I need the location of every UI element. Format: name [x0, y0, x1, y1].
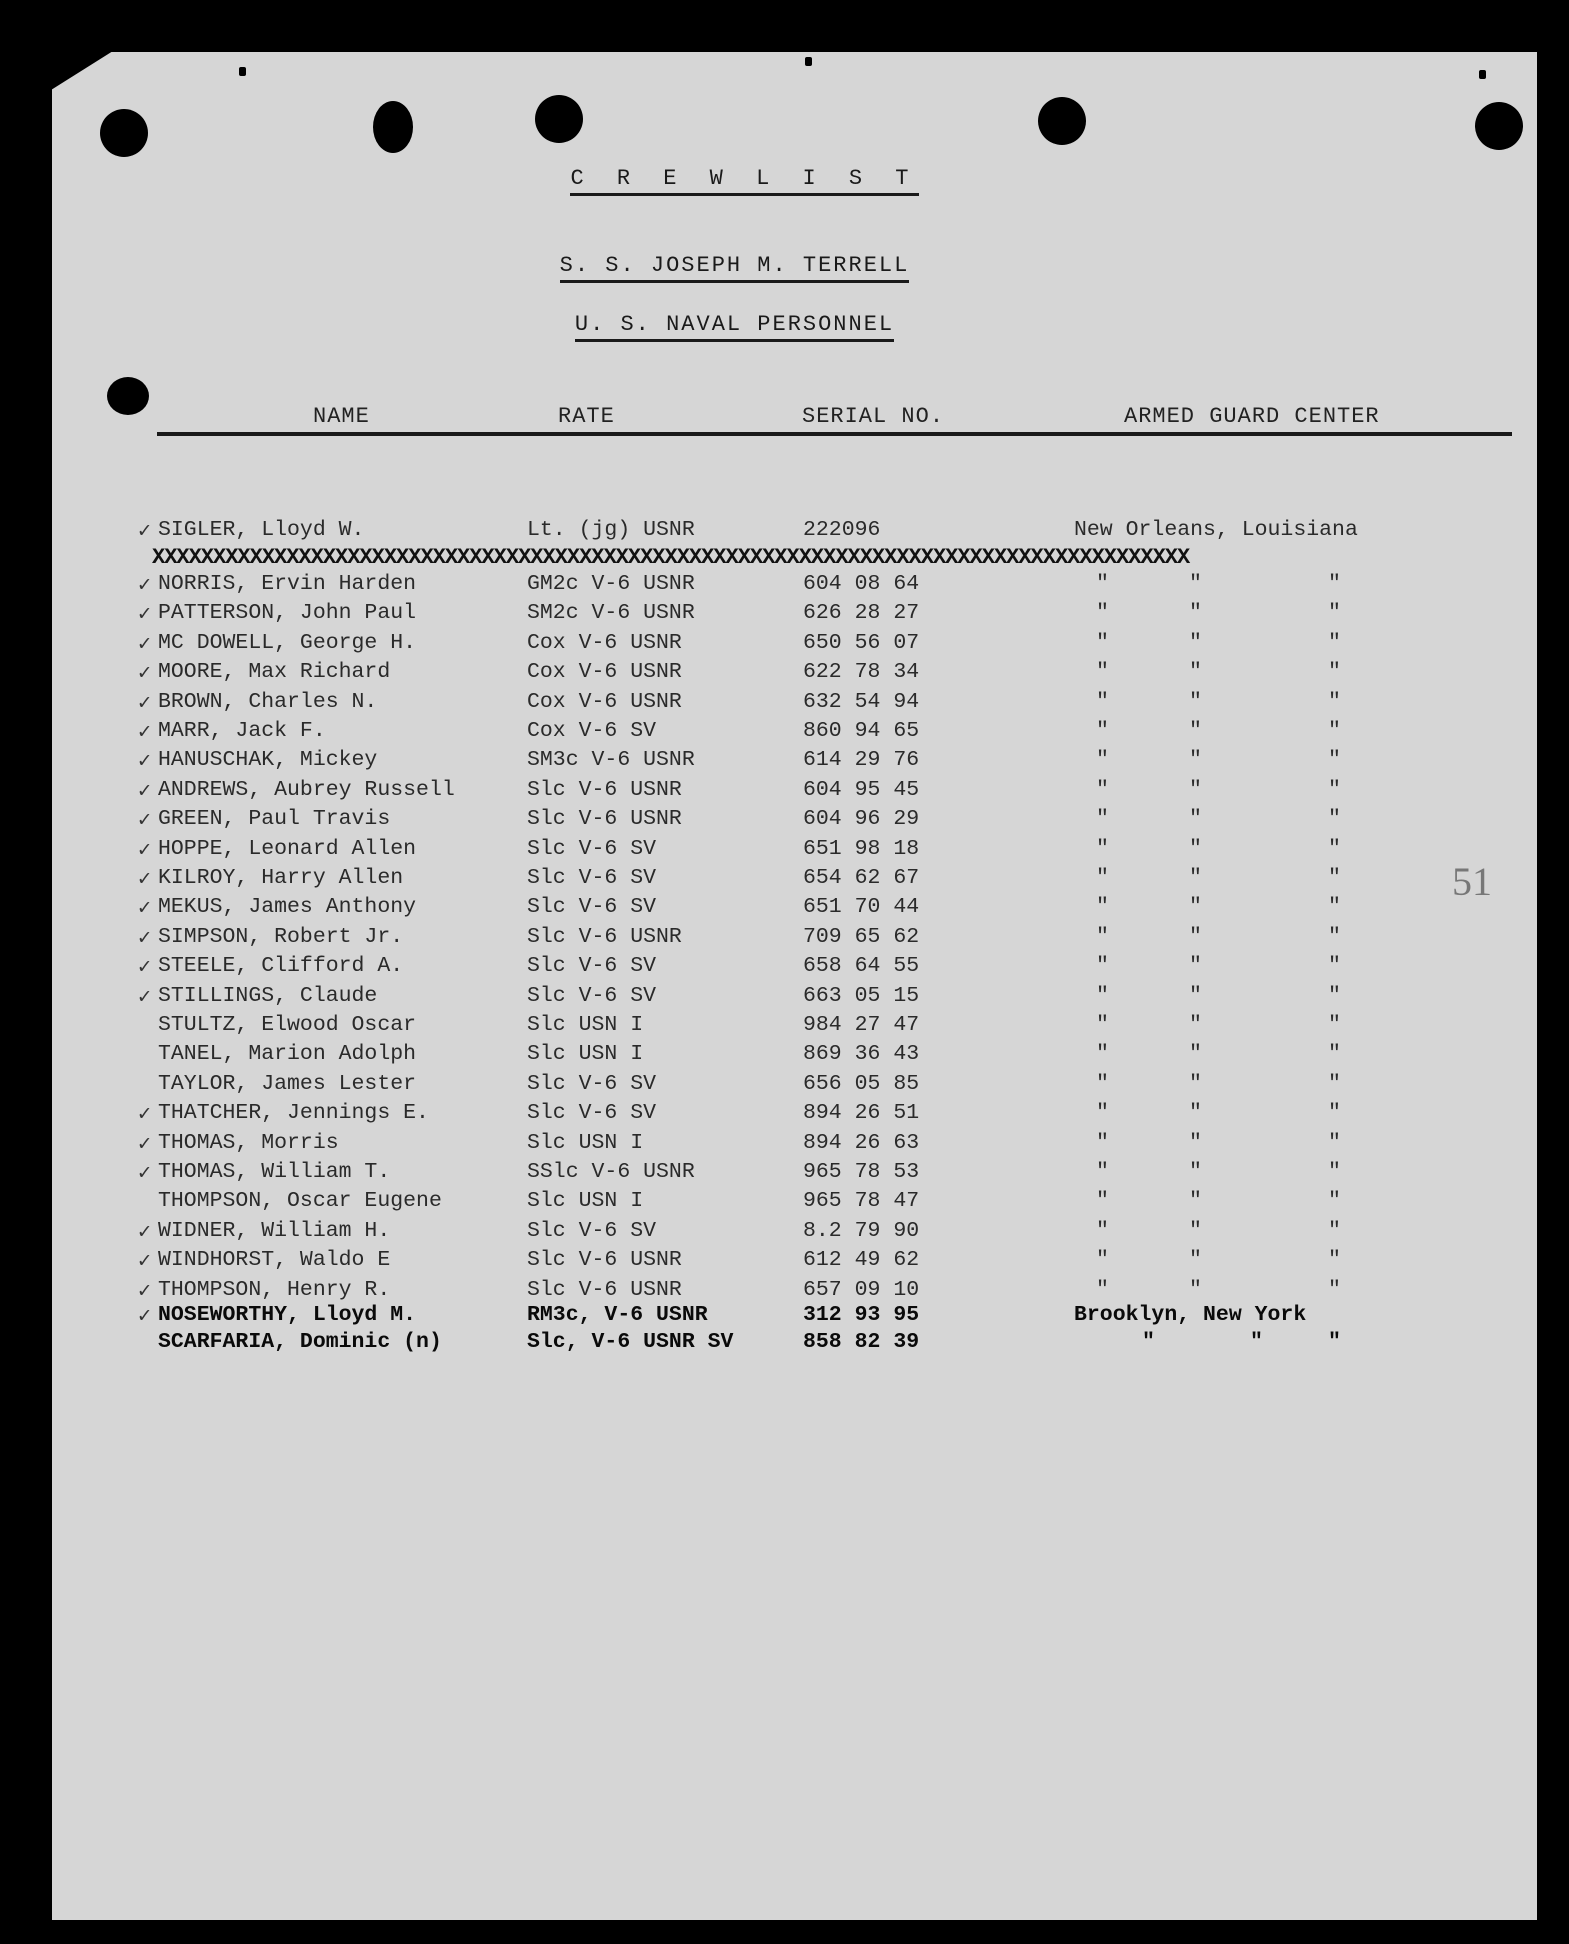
ditto-mark: " [1328, 1248, 1341, 1273]
ditto-mark: " [1189, 983, 1202, 1008]
check-mark-icon: ✓ [138, 1103, 151, 1128]
crew-name: MARR, Jack F. [158, 719, 326, 743]
ditto-mark: " [1096, 1101, 1109, 1126]
ditto-mark: " [1328, 630, 1341, 655]
crew-name: WIDNER, William H. [158, 1218, 391, 1243]
table-row [0, 1303, 1569, 1332]
ditto-mark: " [1189, 807, 1202, 832]
crew-rate: RM3c, V-6 USNR [527, 1302, 708, 1327]
check-mark-icon: ✓ [138, 868, 151, 892]
page-number: 51 [1452, 859, 1492, 904]
crew-name: THOMPSON, Oscar Eugene [158, 1189, 442, 1214]
ditto-mark: " [1096, 1071, 1109, 1096]
column-header-name: NAME [313, 404, 370, 429]
crew-name: TAYLOR, James Lester [158, 1071, 417, 1096]
crew-serial: 614 29 76 [803, 748, 920, 773]
crew-serial: 222096 [803, 518, 881, 542]
ditto-mark: " [1328, 1277, 1341, 1302]
crew-serial: 894 26 51 [803, 1101, 920, 1126]
ditto-mark: " [1189, 689, 1202, 714]
ditto-mark: " [1189, 777, 1202, 802]
crew-rate: Slc V-6 SV [527, 866, 657, 890]
crew-rate: Slc V-6 USNR [527, 924, 682, 949]
table-row [0, 631, 1569, 660]
crew-rate: Cox V-6 USNR [527, 630, 682, 655]
crew-serial: 965 78 53 [803, 1160, 920, 1184]
crew-rate: Slc V-6 USNR [527, 777, 682, 802]
crew-rate: SM3c V-6 USNR [527, 748, 695, 773]
check-mark-icon: ✓ [138, 1304, 151, 1329]
ditto-mark: " [1328, 895, 1341, 920]
crew-rate: Slc V-6 SV [527, 895, 657, 920]
ditto-mark: " [1189, 1160, 1202, 1184]
table-row [0, 866, 1569, 895]
check-mark-icon: ✓ [138, 1279, 151, 1304]
armed-guard-center: Brooklyn, New York [1074, 1302, 1307, 1327]
ditto-mark: " [1328, 689, 1341, 714]
crew-name: SCARFARIA, Dominic (n) [158, 1329, 442, 1354]
crew-rate: GM2c V-6 USNR [527, 572, 695, 596]
crew-rate: Cox V-6 USNR [527, 660, 682, 685]
table-row [0, 1160, 1569, 1189]
check-mark-icon: ✓ [138, 1162, 151, 1186]
ditto-mark: " [1096, 1189, 1109, 1214]
ink-speck [1479, 70, 1486, 79]
crew-rate: Lt. (jg) USNR [527, 518, 695, 542]
crew-serial: 8.2 79 90 [803, 1218, 920, 1243]
crew-serial: 622 78 34 [803, 660, 920, 685]
crew-serial: 894 26 63 [803, 1130, 920, 1155]
crew-serial: 312 93 95 [803, 1302, 920, 1327]
crew-serial: 869 36 43 [803, 1042, 920, 1067]
armed-guard-center: New Orleans, Louisiana [1074, 518, 1358, 542]
check-mark-icon: ✓ [138, 662, 151, 687]
ditto-mark: " [1328, 1013, 1341, 1037]
ditto-mark: " [1328, 1329, 1341, 1354]
ditto-mark: " [1096, 689, 1109, 714]
column-header-rate: RATE [558, 404, 615, 429]
ditto-mark: " [1096, 895, 1109, 920]
ditto-mark: " [1096, 1218, 1109, 1243]
check-mark-icon: ✓ [138, 750, 151, 775]
crew-serial: 657 09 10 [803, 1277, 920, 1302]
crew-name: THOMAS, William T. [158, 1160, 391, 1184]
table-row [0, 1013, 1569, 1042]
crew-rate: Slc V-6 USNR [527, 1248, 682, 1273]
crew-rate: Slc V-6 SV [527, 983, 657, 1008]
crew-name: THOMAS, Morris [158, 1130, 339, 1155]
crew-name: MOORE, Max Richard [158, 660, 391, 685]
crew-name: STILLINGS, Claude [158, 983, 378, 1008]
ditto-mark: " [1189, 1101, 1202, 1126]
ditto-mark: " [1189, 954, 1202, 979]
crew-serial: 632 54 94 [803, 689, 920, 714]
crew-serial: 965 78 47 [803, 1189, 920, 1214]
crew-name: MC DOWELL, George H. [158, 630, 417, 655]
crew-serial: 709 65 62 [803, 924, 920, 949]
punch-hole [1475, 102, 1523, 150]
check-mark-icon: ✓ [138, 926, 151, 951]
vessel-name: S. S. JOSEPH M. TERRELL [0, 253, 1569, 278]
ditto-mark: " [1096, 924, 1109, 949]
ditto-mark: " [1328, 1071, 1341, 1096]
crew-rate: Slc V-6 USNR [527, 1277, 682, 1302]
check-mark-icon: ✓ [138, 632, 151, 657]
crew-name: WINDHORST, Waldo E [158, 1248, 391, 1273]
table-row [0, 690, 1569, 719]
table-row [0, 807, 1569, 836]
table-row [0, 1219, 1569, 1248]
ditto-mark: " [1189, 1277, 1202, 1302]
table-row [0, 719, 1569, 748]
table-row [0, 1042, 1569, 1071]
crew-rate: Slc V-6 USNR [527, 807, 682, 832]
table-row [0, 1131, 1569, 1160]
table-row [0, 518, 1569, 547]
crew-serial: 651 98 18 [803, 836, 920, 861]
ditto-mark: " [1328, 719, 1341, 743]
crew-name: THOMPSON, Henry R. [158, 1277, 391, 1302]
ditto-mark: " [1189, 924, 1202, 949]
table-row [0, 1072, 1569, 1101]
crew-name: SIMPSON, Robert Jr. [158, 924, 404, 949]
table-row [0, 954, 1569, 983]
crew-name: MEKUS, James Anthony [158, 895, 417, 920]
crew-name: STULTZ, Elwood Oscar [158, 1013, 417, 1037]
table-row [0, 1101, 1569, 1130]
crew-rate: SSlc V-6 USNR [527, 1160, 695, 1184]
ditto-mark: " [1328, 572, 1341, 596]
ditto-mark: " [1142, 1329, 1155, 1354]
table-row [0, 1330, 1569, 1359]
ditto-mark: " [1096, 1130, 1109, 1155]
ditto-mark: " [1096, 777, 1109, 802]
ditto-mark: " [1328, 1160, 1341, 1184]
check-mark-icon: ✓ [138, 897, 151, 922]
check-mark-icon: ✓ [138, 1250, 151, 1275]
section-title: U. S. NAVAL PERSONNEL [0, 312, 1569, 337]
ditto-mark: " [1096, 1248, 1109, 1273]
crew-rate: Slc V-6 SV [527, 1101, 657, 1126]
crew-rate: Slc V-6 SV [527, 954, 657, 979]
crew-name: SIGLER, Lloyd W. [158, 518, 365, 542]
check-mark-icon: ✓ [138, 956, 151, 981]
check-mark-icon: ✓ [138, 721, 151, 745]
crew-serial: 651 70 44 [803, 895, 920, 920]
ditto-mark: " [1328, 954, 1341, 979]
ditto-mark: " [1096, 954, 1109, 979]
ditto-mark: " [1328, 866, 1341, 890]
ditto-mark: " [1189, 630, 1202, 655]
crew-serial: 858 82 39 [803, 1329, 920, 1354]
ditto-mark: " [1189, 748, 1202, 773]
crew-serial: 650 56 07 [803, 630, 920, 655]
punch-hole [1038, 97, 1086, 145]
table-row [0, 748, 1569, 777]
ditto-mark: " [1189, 1248, 1202, 1273]
check-mark-icon: ✓ [138, 520, 151, 544]
ditto-mark: " [1328, 601, 1341, 626]
table-row [0, 1189, 1569, 1218]
ditto-mark: " [1328, 983, 1341, 1008]
ditto-mark: " [1189, 866, 1202, 890]
crew-name: NORRIS, Ervin Harden [158, 572, 417, 596]
punch-hole [107, 377, 149, 415]
crew-rate: Slc USN I [527, 1042, 644, 1067]
ditto-mark: " [1096, 1042, 1109, 1067]
punch-hole [535, 95, 583, 143]
ditto-mark: " [1328, 748, 1341, 773]
crew-serial: 654 62 67 [803, 866, 920, 890]
ditto-mark: " [1189, 1189, 1202, 1214]
crew-serial: 612 49 62 [803, 1248, 920, 1273]
crew-rate: Slc, V-6 USNR SV [527, 1329, 734, 1354]
crew-rate: Slc USN I [527, 1130, 644, 1155]
check-mark-icon: ✓ [138, 1132, 151, 1157]
ditto-mark: " [1189, 660, 1202, 685]
crew-name: HOPPE, Leonard Allen [158, 836, 417, 861]
ditto-mark: " [1189, 572, 1202, 596]
ditto-mark: " [1096, 719, 1109, 743]
check-mark-icon: ✓ [138, 779, 151, 804]
ditto-mark: " [1096, 1160, 1109, 1184]
ditto-mark: " [1096, 1013, 1109, 1037]
crew-name: TANEL, Marion Adolph [158, 1042, 417, 1067]
ditto-mark: " [1096, 572, 1109, 596]
crew-name: KILROY, Harry Allen [158, 866, 404, 890]
ditto-mark: " [1096, 748, 1109, 773]
check-mark-icon: ✓ [138, 838, 151, 863]
crew-serial: 658 64 55 [803, 954, 920, 979]
crew-name: GREEN, Paul Travis [158, 807, 391, 832]
ditto-mark: " [1096, 660, 1109, 685]
crew-name: STEELE, Clifford A. [158, 954, 404, 979]
crew-rate: Slc V-6 SV [527, 1071, 657, 1096]
ditto-mark: " [1189, 836, 1202, 861]
table-row [0, 778, 1569, 807]
header-rule [157, 432, 1512, 436]
crew-name: HANUSCHAK, Mickey [158, 748, 378, 773]
punch-hole [100, 109, 148, 157]
table-row [0, 601, 1569, 630]
table-row [0, 1248, 1569, 1277]
crew-name: PATTERSON, John Paul [158, 601, 417, 626]
check-mark-icon: ✓ [138, 809, 151, 834]
ditto-mark: " [1096, 1277, 1109, 1302]
crew-serial: 604 08 64 [803, 572, 920, 596]
ink-speck [239, 67, 246, 76]
column-header-center: ARMED GUARD CENTER [1124, 404, 1380, 429]
ditto-mark: " [1189, 1013, 1202, 1037]
crew-name: THATCHER, Jennings E. [158, 1101, 429, 1126]
ditto-mark: " [1189, 1130, 1202, 1155]
ditto-mark: " [1096, 866, 1109, 890]
document-title: C R E W L I S T [0, 166, 1569, 191]
check-mark-icon: ✓ [138, 691, 151, 716]
crew-serial: 604 95 45 [803, 777, 920, 802]
ditto-mark: " [1096, 630, 1109, 655]
ditto-mark: " [1328, 924, 1341, 949]
ditto-mark: " [1096, 807, 1109, 832]
crew-rate: Slc USN I [527, 1189, 644, 1214]
crew-name: ANDREWS, Aubrey Russell [158, 777, 455, 802]
ditto-mark: " [1328, 1218, 1341, 1243]
table-row [0, 837, 1569, 866]
table-row [0, 984, 1569, 1013]
ditto-mark: " [1328, 807, 1341, 832]
crew-rate: Cox V-6 USNR [527, 689, 682, 714]
crew-rate: SM2c V-6 USNR [527, 601, 695, 626]
crew-serial: 604 96 29 [803, 807, 920, 832]
table-row [0, 572, 1569, 601]
punch-hole [373, 101, 413, 153]
table-row [0, 660, 1569, 689]
crew-rate: Cox V-6 SV [527, 719, 657, 743]
crew-serial: 656 05 85 [803, 1071, 920, 1096]
ditto-mark: " [1096, 601, 1109, 626]
ditto-mark: " [1189, 601, 1202, 626]
column-header-serial: SERIAL NO. [802, 404, 945, 429]
ditto-mark: " [1328, 777, 1341, 802]
check-mark-icon: ✓ [138, 1220, 151, 1245]
ditto-mark: " [1328, 660, 1341, 685]
crew-rate: Slc USN I [527, 1013, 644, 1037]
crew-rate: Slc V-6 SV [527, 836, 657, 861]
check-mark-icon: ✓ [138, 985, 151, 1010]
ditto-mark: " [1250, 1329, 1263, 1354]
ditto-mark: " [1328, 836, 1341, 861]
ditto-mark: " [1328, 1101, 1341, 1126]
check-mark-icon: ✓ [138, 574, 151, 598]
ditto-mark: " [1189, 1071, 1202, 1096]
struck-out-line: XXXXXXXXXXXXXXXXXXXXXXXXXXXXXXXXXXXXXXXXXXXXXXXXXXXXXXXXXXXXXXXXXXXXXXXXXXXXXXXXXXXXX [152, 545, 1190, 570]
ink-speck [805, 57, 812, 66]
ditto-mark: " [1096, 836, 1109, 861]
table-row [0, 925, 1569, 954]
ditto-mark: " [1096, 983, 1109, 1008]
ditto-mark: " [1189, 1218, 1202, 1243]
crew-rate: Slc V-6 SV [527, 1218, 657, 1243]
crew-serial: 663 05 15 [803, 983, 920, 1008]
crew-serial: 626 28 27 [803, 601, 920, 626]
table-row [0, 895, 1569, 924]
ditto-mark: " [1189, 1042, 1202, 1067]
crew-serial: 984 27 47 [803, 1013, 920, 1037]
crew-name: BROWN, Charles N. [158, 689, 378, 714]
ditto-mark: " [1328, 1130, 1341, 1155]
ditto-mark: " [1189, 895, 1202, 920]
crew-serial: 860 94 65 [803, 719, 920, 743]
crew-name: NOSEWORTHY, Lloyd M. [158, 1302, 417, 1327]
ditto-mark: " [1189, 719, 1202, 743]
ditto-mark: " [1328, 1189, 1341, 1214]
check-mark-icon: ✓ [138, 603, 151, 628]
ditto-mark: " [1328, 1042, 1341, 1067]
